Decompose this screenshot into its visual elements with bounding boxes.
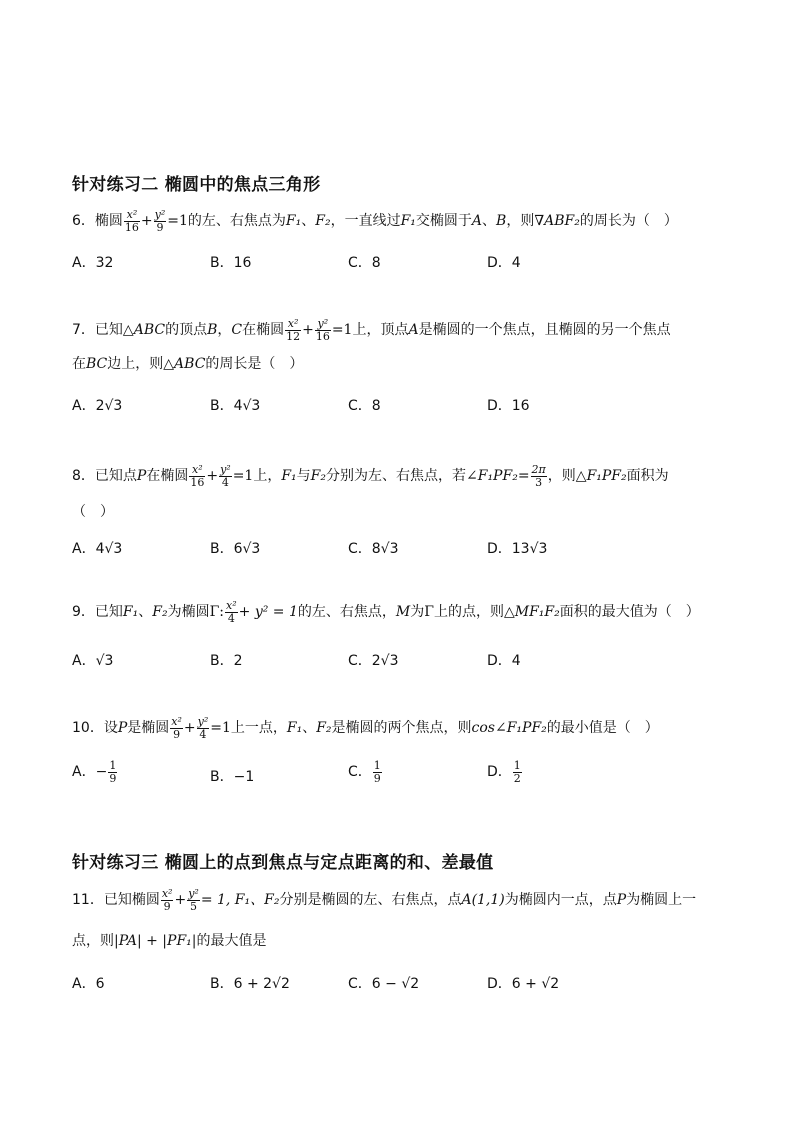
fraction: $\frac{\text{y²}}{5}$ bbox=[188, 887, 199, 913]
option-c[interactable]: C． $\frac{1}{9}$ bbox=[348, 759, 381, 785]
fraction: $\frac{1}{9}$ bbox=[373, 759, 381, 785]
option-b[interactable]: B．4√3 bbox=[210, 398, 261, 414]
section-heading: 针对练习三 椭圆上的点到焦点与定点距离的和、差最值 bbox=[72, 853, 494, 873]
fraction: $\frac{\text{y²}}{16}$ bbox=[315, 317, 330, 343]
option-a[interactable]: A．32 bbox=[72, 255, 114, 271]
option-a[interactable]: A．√3 bbox=[72, 653, 114, 669]
fraction: $\frac{\text{x²}}{12}$ bbox=[286, 317, 301, 343]
option-a[interactable]: A．4√3 bbox=[72, 541, 123, 557]
option-d[interactable]: D．4 bbox=[487, 255, 521, 271]
section-heading: 针对练习二 椭圆中的焦点三角形 bbox=[72, 175, 321, 195]
question-text: 6．椭圆 bbox=[72, 213, 123, 230]
question-11-line-2: 点，则|PA| + |PF₁|的最大值是 bbox=[72, 933, 267, 949]
fraction: $\frac{\text{y²}}{4}$ bbox=[220, 463, 231, 489]
option-c[interactable]: C．2√3 bbox=[348, 653, 399, 669]
option-b[interactable]: B．2 bbox=[210, 653, 243, 669]
fraction: $\frac{\text{y²}}{4}$ bbox=[197, 715, 209, 741]
option-c[interactable]: C．8√3 bbox=[348, 541, 399, 557]
fraction: $\frac{1}{2}$ bbox=[513, 759, 521, 785]
question-10: 10．设P是椭圆 $\frac{\text{x²}}{9}$ + $\frac{\text{y²}}{4}$ =1上一点，F₁、F₂是椭圆的两个焦点，则cos∠F₁PF₂的最小值是（ ） bbox=[72, 715, 659, 741]
fraction: $\frac{2\pi}{3}$ bbox=[531, 463, 546, 489]
option-c[interactable]: C．8 bbox=[348, 398, 381, 414]
fraction: $\frac{\text{x²}}{9}$ bbox=[161, 887, 173, 913]
question-8: 8．已知点P在椭圆 $\frac{\text{x²}}{16}$ + $\frac{\text{y²}}{4}$ =1上，F₁与F₂分别为左、右焦点，若∠F₁PF₂= $\frac{2\pi}{3}$ ，则△F₁PF₂面积为 bbox=[72, 463, 669, 489]
answer-parentheses: （ ） bbox=[72, 504, 114, 520]
fraction: $\frac{\text{x²}}{16}$ bbox=[190, 463, 205, 489]
fraction: $\frac{\text{x²}}{16}$ bbox=[124, 208, 139, 234]
option-a[interactable]: A．2√3 bbox=[72, 398, 123, 414]
option-a[interactable]: A．6 bbox=[72, 976, 105, 992]
option-b[interactable]: B．6 + 2√2 bbox=[210, 976, 290, 992]
option-b[interactable]: B．6√3 bbox=[210, 541, 261, 557]
option-d[interactable]: D．4 bbox=[487, 653, 521, 669]
option-b[interactable]: B．−1 bbox=[210, 769, 255, 785]
fraction: $\frac{1}{9}$ bbox=[109, 759, 117, 785]
question-7: 7．已知△ABC的顶点B，C在椭圆 $\frac{\text{x²}}{12}$ + $\frac{\text{y²}}{16}$ =1上，顶点A是椭圆的一个焦点，且椭圆的另一个焦点 bbox=[72, 317, 671, 343]
fraction: $\frac{\text{x²}}{4}$ bbox=[226, 599, 237, 625]
option-a[interactable]: A．− $\frac{1}{9}$ bbox=[72, 759, 117, 785]
question-11: 11．已知椭圆 $\frac{\text{x²}}{9}$ + $\frac{\text{y²}}{5}$ = 1, F₁、F₂分别是椭圆的左、右焦点，点A(1,1)为椭圆内一点，点P为椭圆上一 bbox=[72, 887, 697, 913]
option-d[interactable]: D．16 bbox=[487, 398, 530, 414]
option-d[interactable]: D．6 + √2 bbox=[487, 976, 560, 992]
option-c[interactable]: C．8 bbox=[348, 255, 381, 271]
option-c[interactable]: C．6 − √2 bbox=[348, 976, 420, 992]
fraction: $\frac{\text{x²}}{9}$ bbox=[171, 715, 182, 741]
question-6: 6．椭圆 $\frac{\text{x²}}{16}$ + $\frac{\text{y²}}{9}$ =1的左、右焦点为F₁、F₂，一直线过F₁交椭圆于A、B，则∇ABF₂的周长为（ ） bbox=[72, 208, 678, 234]
option-d[interactable]: D． $\frac{1}{2}$ bbox=[487, 759, 521, 785]
question-7-line-2: 在BC边上，则△ABC的周长是（ ） bbox=[72, 356, 304, 372]
fraction: $\frac{\text{y²}}{9}$ bbox=[154, 208, 166, 234]
option-b[interactable]: B．16 bbox=[210, 255, 252, 271]
question-9: 9．已知F₁、F₂为椭圆Γ: $\frac{\text{x²}}{4}$ + y² = 1的左、右焦点，M为Γ上的点，则△MF₁F₂面积的最大值为（ ） bbox=[72, 599, 700, 625]
option-d[interactable]: D．13√3 bbox=[487, 541, 548, 557]
